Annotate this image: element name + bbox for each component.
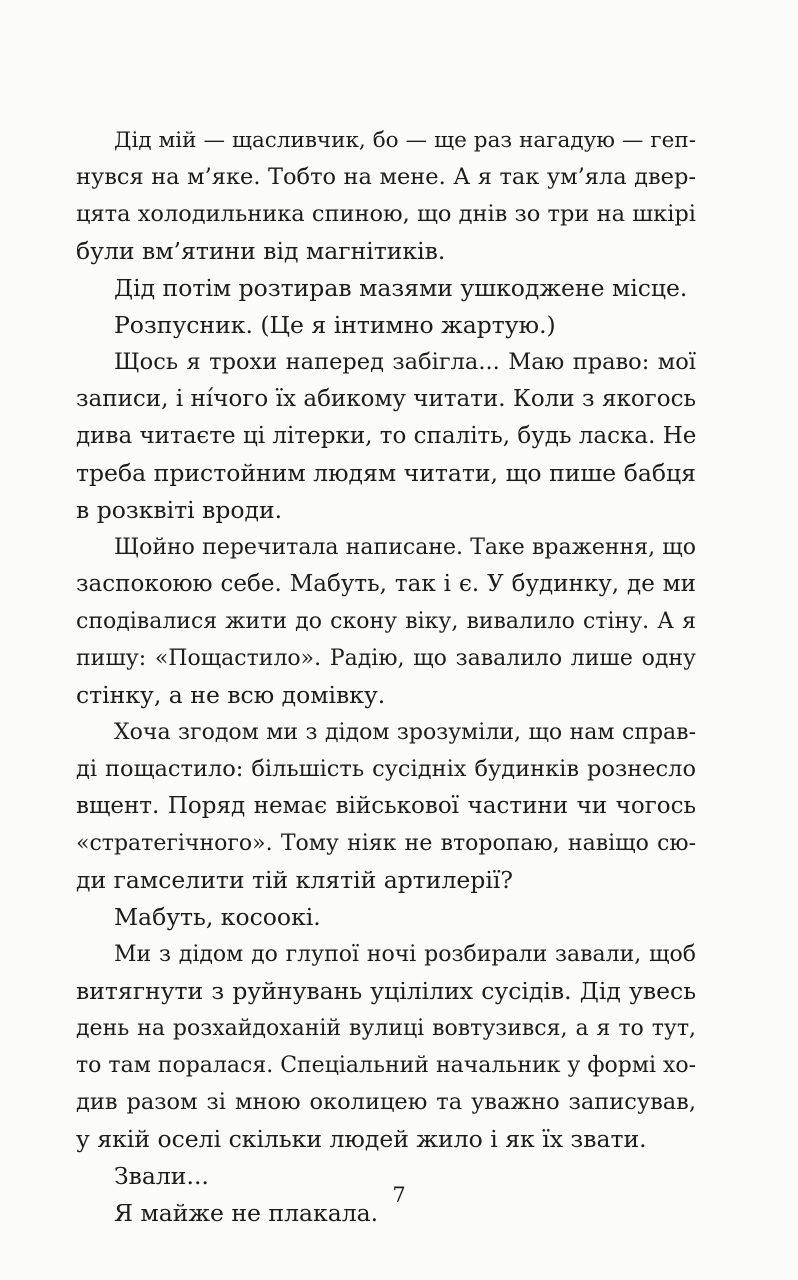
text-line: нувся на м’яке. Тобто на мене. А я так ум’яла двер- (76, 164, 696, 190)
text-line: ді пощастило: більшість сусідніх будинків рознесло (76, 756, 696, 782)
text-line: у якій оселі скільки людей жило і як їх звати. (76, 1125, 647, 1153)
text-line: Дід мій — щасливчик, бо — ще раз нагадую — геп- (114, 128, 696, 153)
page-number: 7 (392, 1183, 406, 1207)
text-line: сподівалися жити до скону віку, вивалило стіну. А я (76, 609, 696, 634)
text-line: Звали... (114, 1162, 209, 1190)
text-line: заспокоюю себе. Мабуть, так і є. У будинку, де ми (76, 571, 696, 597)
text-line: «стратегічного». Тому ніяк не второпаю, навіщо сю- (76, 831, 696, 856)
text-line: дива читаєте ці літерки, то спаліть, будь ласка. Не (76, 423, 697, 449)
text-line: Щось я трохи наперед забігла... Маю право: мої (114, 349, 696, 375)
text-line: в розквіті вроди. (76, 496, 283, 524)
text-line: Розпусник. (Це я інтимно жартую.) (114, 311, 556, 339)
text-line: вщент. Поряд немає військової частини чи чогось (76, 793, 696, 819)
text-line: записи, і ні́чого їх абикому читати. Коли з якогось (76, 386, 696, 412)
text-line: пишу: «Пощастило». Радію, що завалило лише одну (76, 646, 696, 671)
body-text (76, 122, 697, 1232)
text-line: Я майже не плакала. (114, 1199, 379, 1227)
text-line: див разом зі мною околицею та уважно записував, (76, 1089, 696, 1115)
text-line: треба пристойним людям читати, що пише бабця (76, 459, 696, 487)
text-line: Мабуть, косоокі. (114, 903, 321, 931)
text-line: ди гамселити тій клятій артилерії? (76, 866, 513, 894)
text-line: Ми з дідом до глупої ночі розбирали завали, щоб (114, 942, 696, 967)
text-line: стінку, а не всю домівку. (76, 681, 386, 709)
text-line: були вм’ятини від магнітиків. (76, 237, 446, 265)
text-line: Щойно перечитала написане. Таке враження, що (114, 535, 696, 560)
text-line: день на розхайдоханій вулиці вовтузився, а я то тут, (76, 1016, 696, 1041)
text-line: Дід потім розтирав мазями ушкоджене місце. (114, 274, 688, 302)
text-line: витягнути з руйнувань уцілілих сусідів. Дід увесь (76, 977, 696, 1005)
text-line: Хоча згодом ми з дідом зрозуміли, що нам справ- (114, 720, 696, 745)
text-line: цята холодильника спиною, що днів зо три на шкірі (76, 201, 696, 227)
text-line: то там поралася. Спеціальний начальник у формі хо- (76, 1053, 697, 1078)
